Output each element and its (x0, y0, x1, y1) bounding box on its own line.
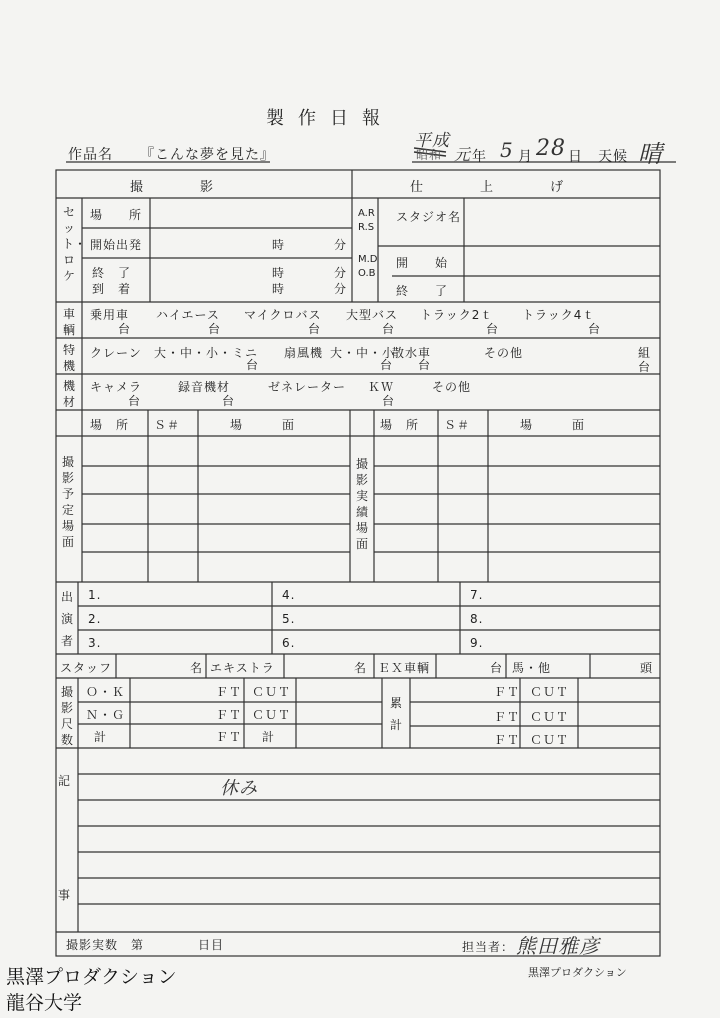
hour-unit-2: 時 (272, 266, 286, 280)
equipment-label: 機材 (62, 379, 75, 409)
crane-label: クレーン (90, 346, 142, 360)
vehicle-truck-4t: トラック4ｔ (522, 308, 596, 322)
equipment-recorder: 録音機材 (178, 380, 231, 394)
unit-dai: 台 (246, 358, 260, 372)
rs-label: R.S (358, 222, 375, 233)
era-printed: 昭和 (416, 148, 443, 162)
cast-number: 3. (88, 636, 102, 650)
unit-dai: 台 (382, 322, 396, 336)
unit-dai: 台 (128, 394, 142, 408)
ft-unit: ＦＴ (216, 708, 243, 722)
era-handwritten: 平成 (414, 131, 450, 151)
company-footer: 黒澤プロダクション (528, 966, 627, 979)
unit-mei: 名 (354, 661, 368, 675)
minute-unit-1: 分 (334, 238, 348, 252)
staff-label: スタッフ (60, 661, 113, 675)
minute-unit-2: 分 (334, 266, 348, 280)
unit-dai: 台 (308, 322, 322, 336)
planned-scenes-label: 撮影予定場面 (61, 455, 74, 549)
fan-sizes: 大・中・小 (330, 346, 396, 360)
year-unit: 年 (472, 149, 487, 165)
hour-unit-3: 時 (272, 282, 286, 296)
shooting-days-unit: 日目 (198, 938, 225, 952)
ar-label: A.R (358, 208, 375, 219)
month-value: 5 (500, 138, 514, 162)
watermark-line-2: 龍谷大学 (6, 992, 83, 1014)
vehicle-hiace: ハイエース (156, 308, 220, 322)
work-name-label: 作品名 (68, 147, 113, 163)
ft-unit: ＦＴ (216, 685, 243, 699)
unit-dai: 台 (490, 661, 504, 675)
notes-entry: 休み (220, 778, 258, 799)
equipment-generator: ゼネレーター (268, 380, 347, 394)
hour-unit-1: 時 (272, 238, 286, 252)
ok-label: Ｏ・Ｋ (86, 685, 126, 699)
ob-label: O.B (358, 268, 376, 279)
end-label: 終 了 (92, 266, 132, 280)
weather-value: 晴 (638, 140, 663, 168)
ft-unit: ＦＴ (494, 710, 521, 724)
cut-unit: ＣＵＴ (530, 733, 570, 747)
minute-unit-3: 分 (334, 282, 348, 296)
ex-vehicle-label: ＥＸ車輌 (378, 661, 431, 675)
vehicle-sedan: 乗用車 (90, 308, 130, 322)
unit-dai: 台 (382, 394, 396, 408)
cast-number: 6. (282, 636, 296, 650)
footage-label: 撮影尺数 (60, 685, 73, 747)
day-unit: 日 (568, 149, 583, 165)
cast-number: 5. (282, 612, 296, 626)
unit-dai: 台 (208, 322, 222, 336)
cast-number: 2. (88, 612, 102, 626)
cast-label: 出演者 (60, 590, 73, 648)
place-label: 場 所 (90, 208, 143, 222)
satsuei-header: 撮 影 (130, 180, 215, 195)
unit-dai: 台 (486, 322, 500, 336)
unit-dai: 台 (380, 358, 394, 372)
cast-number: 4. (282, 588, 296, 602)
cut-unit: ＣＵＴ (530, 710, 570, 724)
equipment-camera: キャメラ (90, 380, 143, 394)
start-label-2: 開 始 (396, 256, 449, 270)
report-title: 製作日報 (266, 108, 394, 129)
unit-dai: 台 (638, 360, 652, 374)
horse-label: 馬・他 (512, 661, 552, 675)
col-scene-number: Ｓ＃ (444, 418, 471, 432)
col-place: 場 所 (90, 418, 130, 432)
notes-label-top: 記 (58, 774, 72, 788)
equipment-kw: ＫＷ (368, 380, 395, 394)
unit-dai: 台 (588, 322, 602, 336)
end-label-2: 終 了 (396, 284, 449, 298)
kei-unit: 計 (262, 730, 276, 744)
set-loca-label: セット・ロケ (62, 205, 87, 283)
unit-tou: 頭 (640, 661, 654, 675)
sprinkler-label: 散水車 (392, 346, 432, 360)
col-scene: 場 面 (520, 418, 586, 432)
cumulative-label: 累計 (389, 696, 402, 732)
extra-label: エキストラ (210, 661, 275, 675)
shooting-days-label: 撮影実数 第 (66, 938, 145, 952)
cast-number: 9. (470, 636, 484, 650)
col-place: 場 所 (380, 418, 420, 432)
unit-dai: 台 (118, 322, 132, 336)
equipment-other: その他 (432, 380, 472, 394)
studio-label: スタジオ名 (396, 210, 462, 224)
special-equipment-label: 特機 (62, 343, 75, 373)
month-unit: 月 (518, 149, 533, 165)
weather-label: 天候 (598, 149, 628, 165)
fan-label: 扇風機 (284, 346, 324, 360)
cast-number: 8. (470, 612, 484, 626)
arrival-label: 到 着 (92, 282, 132, 296)
vehicles-label: 車輌 (62, 307, 75, 337)
ng-label: Ｎ・Ｇ (86, 708, 126, 722)
cut-unit: ＣＵＴ (530, 685, 570, 699)
ft-unit: ＦＴ (216, 730, 243, 744)
other-label: その他 (484, 346, 524, 360)
ft-unit: ＦＴ (494, 733, 521, 747)
unit-mei: 名 (190, 661, 204, 675)
unit-kumi: 組 (638, 346, 652, 360)
cast-number: 7. (470, 588, 484, 602)
notes-label-bottom: 事 (58, 888, 72, 902)
cut-unit: ＣＵＴ (252, 685, 292, 699)
vehicle-truck-2t: トラック2ｔ (420, 308, 494, 322)
person-in-charge-label: 担当者： (462, 940, 515, 954)
unit-dai: 台 (418, 358, 432, 372)
col-scene: 場 面 (230, 418, 296, 432)
ft-unit: ＦＴ (494, 685, 521, 699)
crane-sizes: 大・中・小・ミニ (154, 346, 259, 360)
md-label: M.D (358, 254, 378, 265)
total-row-label: 計 (94, 730, 108, 744)
cut-unit: ＣＵＴ (252, 708, 292, 722)
person-in-charge-name: 熊田雅彦 (516, 934, 600, 958)
vehicle-bus: 大型バス (346, 308, 399, 322)
col-scene-number: Ｓ＃ (154, 418, 181, 432)
start-label: 開始出発 (90, 238, 143, 252)
actual-scenes-label: 撮影実績場面 (355, 457, 368, 551)
unit-dai: 台 (222, 394, 236, 408)
year-value: 元 (454, 145, 472, 164)
work-name-value: 『こんな夢を見た』 (140, 147, 275, 163)
vehicle-microbus: マイクロバス (244, 308, 322, 322)
shiage-header: 仕 上 げ (410, 180, 565, 195)
cast-number: 1. (88, 588, 102, 602)
watermark-line-1: 黒澤プロダクション (6, 966, 177, 988)
day-value: 28 (536, 136, 566, 161)
